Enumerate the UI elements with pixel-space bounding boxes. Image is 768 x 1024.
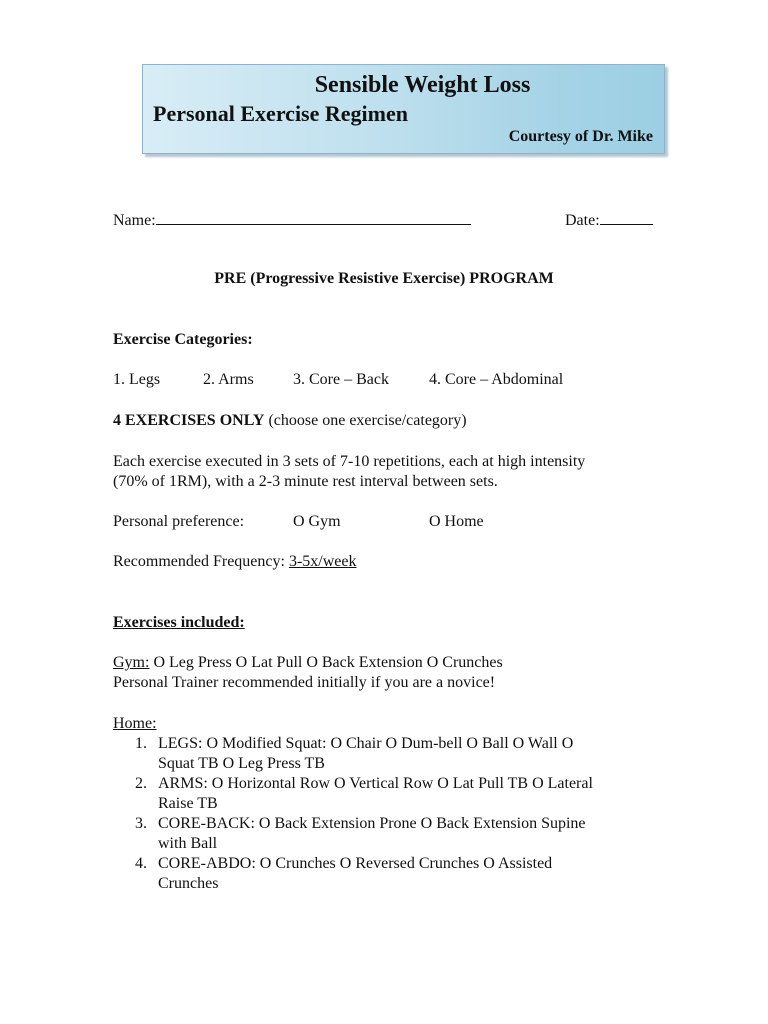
list-item-line: ARMS: O Horizontal Row O Vertical Row O Lat Pull TB O Lateral: [158, 775, 593, 792]
list-item: [113, 814, 653, 854]
list-item-number: 1.: [135, 735, 147, 752]
category-legs: 1. Legs: [113, 371, 161, 388]
list-item-line: with Ball: [158, 835, 218, 852]
name-field-row: [113, 209, 471, 231]
trainer-note: Personal Trainer recommended initially if you are a novice!: [113, 674, 496, 691]
frequency-value: 3-5x/week: [288, 553, 357, 570]
frequency-line: [113, 552, 356, 572]
exercises-only-line: [113, 411, 467, 431]
list-item: [113, 734, 653, 774]
list-item: [113, 774, 653, 814]
list-item-line: Squat TB O Leg Press TB: [158, 755, 325, 772]
courtesy-credit: Courtesy of Dr. Mike: [508, 128, 653, 145]
home-label: Home:: [113, 715, 157, 732]
preference-home-option[interactable]: O Home: [429, 513, 484, 530]
category-core-back: 3. Core – Back: [293, 371, 389, 388]
list-item-number: 3.: [135, 815, 147, 832]
title-sub: Personal Exercise Regimen: [153, 101, 408, 126]
list-item: [113, 854, 653, 894]
list-item-line: Crunches: [158, 875, 219, 892]
title-main: Sensible Weight Loss: [314, 72, 531, 98]
list-item-number: 4.: [135, 855, 147, 872]
description-line-2: (70% of 1RM), with a 2-3 minute rest interval between sets.: [113, 473, 498, 490]
gym-exercise-options: O Leg Press O Lat Pull O Back Extension O Crunches: [149, 654, 503, 671]
preference-label: Personal preference:: [113, 513, 245, 530]
gym-exercises-line: [113, 653, 503, 673]
date-label: Date:: [565, 212, 600, 229]
category-core-abdominal: 4. Core – Abdominal: [429, 371, 564, 388]
exercises-only-bold: 4 EXERCISES ONLY: [113, 412, 265, 429]
frequency-label: Recommended Frequency:: [113, 553, 289, 570]
program-title: PRE (Progressive Resistive Exercise) PROGRAM: [214, 270, 554, 287]
list-item-line: CORE-BACK: O Back Extension Prone O Back Extension Supine: [158, 815, 586, 832]
name-blank-line[interactable]: [156, 209, 471, 225]
gym-label: Gym:: [113, 654, 150, 671]
category-arms: 2. Arms: [203, 371, 254, 388]
date-field-row: [565, 209, 653, 231]
list-item-line: Raise TB: [158, 795, 218, 812]
exercises-only-note: (choose one exercise/category): [264, 412, 467, 429]
title-banner: [142, 64, 665, 154]
date-blank-line[interactable]: [600, 209, 653, 225]
preference-gym-option[interactable]: O Gym: [293, 513, 341, 530]
home-exercise-list: [113, 734, 653, 894]
description-line-1: Each exercise executed in 3 sets of 7-10 repetitions, each at high intensity: [113, 453, 586, 470]
list-item-number: 2.: [135, 775, 147, 792]
categories-heading: Exercise Categories:: [113, 331, 253, 348]
exercises-included-heading: Exercises included:: [113, 614, 245, 631]
list-item-line: LEGS: O Modified Squat: O Chair O Dum-bell O Ball O Wall O: [158, 735, 574, 752]
name-label: Name:: [113, 212, 156, 229]
list-item-line: CORE-ABDO: O Crunches O Reversed Crunches O Assisted: [158, 855, 553, 872]
